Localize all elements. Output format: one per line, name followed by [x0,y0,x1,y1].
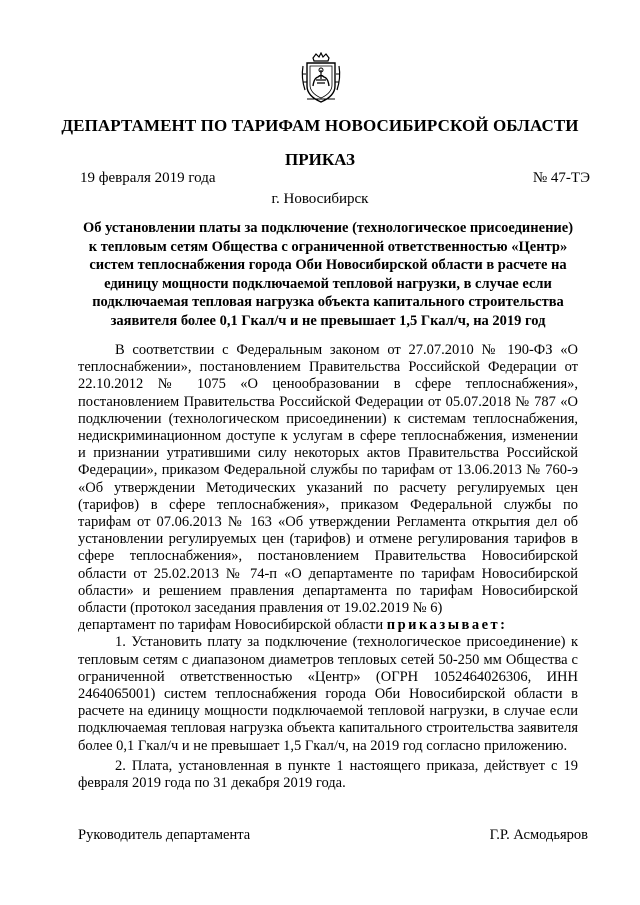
document-date: 19 февраля 2019 года [80,170,216,186]
coat-of-arms-emblem-icon [299,52,343,104]
signature-role: Руководитель департамента [78,827,251,843]
preamble-paragraph: В соответствии с Федеральным законом от 27.07.2010 № 190-ФЗ «О теплоснабжении», постановлением Правительства Российской Федерации от 22.10.2012 № 1075 «О ценообразовании в сфере теплоснабжения», постановлением Правительства Российской Федерации от 05.07.2018 № 787 «О подключении (технологическом присоединении) к системам теплоснабжения, недискриминационном доступе к услугам в сфере теплоснабжения, изменении и признании утратившими силу некоторых актов Правительства Российской Федерации», приказом Федеральной службы по тарифам от 13.06.2013 № 760-э «Об утверждении Методических указаний по расчету регулируемых цен (тарифов) в сфере теплоснабжения», приказом Федеральной службы по тарифам от 07.06.2013 № 163 «Об утверждении Регламента открытия дел об установлении регулируемых цен (тарифов) и отмене регулирования тарифов в сфере теплоснабжения», постановлением Правительства Новосибирской области от 25.02.2013 № 74-п «О департаменте по тарифам Новосибирской области» и решением правления департамента по тарифам Новосибирской области (протокол заседания правления от 19.02.2019 № 6) [78,342,578,617]
document-number: № 47-ТЭ [532,170,590,186]
department-name: ДЕПАРТАМЕНТ ПО ТАРИФАМ НОВОСИБИРСКОЙ ОБЛАСТИ [61,116,579,135]
document-body [78,342,578,792]
decree-paragraph [78,617,578,634]
document-title: Об установлении платы за подключение (технологическое присоединение) к тепловым сетям Общества с ограниченной ответственностью «Центр» систем теплоснабжения города Оби Новосибирской области в расчете на единицу мощности подключаемой тепловой нагрузки, в случае если подключаемая тепловая нагрузка объекта капитального строительства заявителя более 0,1 Гкал/ч и не превышает 1,5 Гкал/ч, на 2019 год [82,220,574,329]
decree-word: приказывает: [386,617,508,634]
document-city: г. Новосибирск [271,191,369,207]
item-2-paragraph: 2. Плата, установленная в пункте 1 настоящего приказа, действует с 19 февраля 2019 года по 31 декабря 2019 года. [78,757,578,792]
decree-intro: департамент по тарифам Новосибирской области [78,617,384,634]
item-1-paragraph: 1. Установить плату за подключение (технологическое присоединение) к тепловым сетям с диапазоном диаметров тепловых сетей 50-250 мм Общества с ограниченной ответственностью «Центр» (ОГРН 1052464026306, ИНН 2464065001) систем теплоснабжения города Оби Новосибирской области в расчете на единицу мощности подключаемой тепловой нагрузки, в случае если подключаемая тепловая нагрузка объекта капитального строительства заявителя более 0,1 Гкал/ч и не превышает 1,5 Гкал/ч, на 2019 год согласно приложению. [78,634,578,754]
document-type: ПРИКАЗ [285,150,355,169]
signature-name: Г.Р. Асмодьяров [489,827,588,843]
